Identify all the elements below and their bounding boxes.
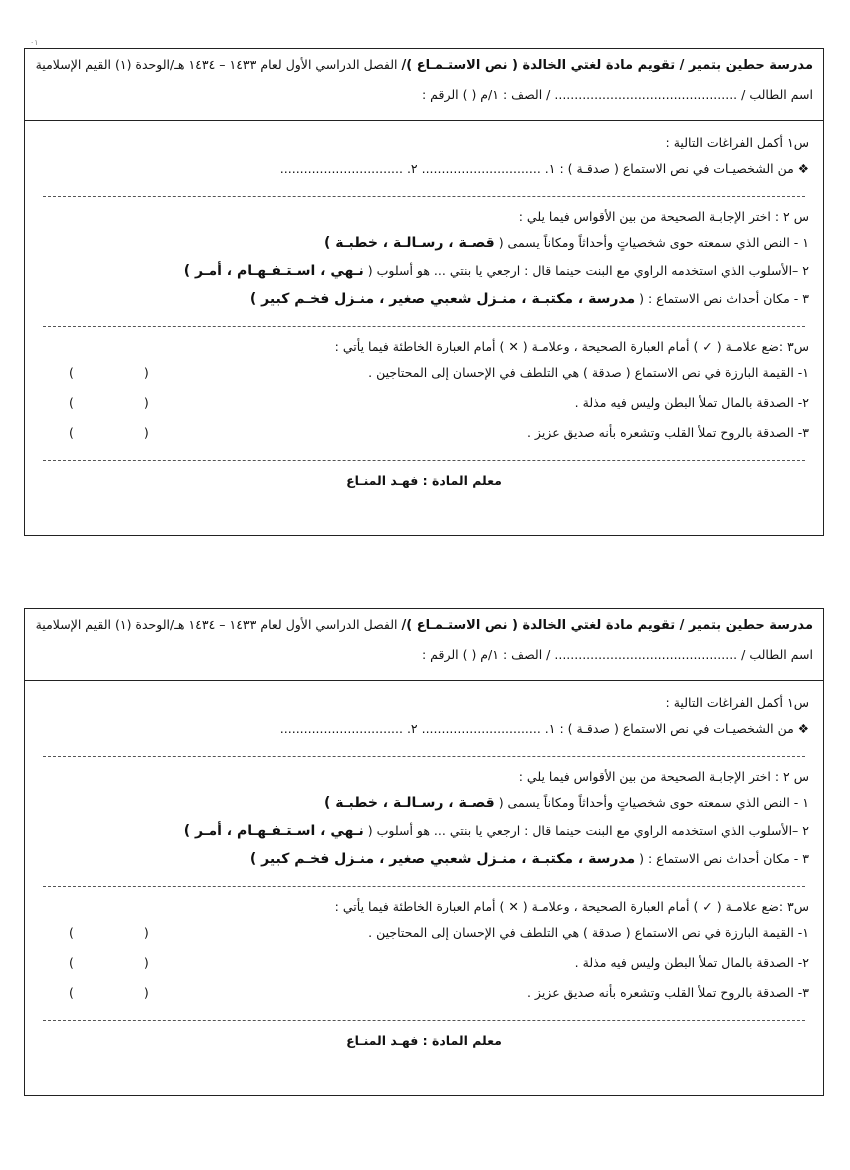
divider xyxy=(43,1020,805,1021)
item-text: ١ - النص الذي سمعته حوى شخصياتٍ وأحداثاً ومكاناً يسمى ( xyxy=(498,795,809,810)
header-title-line xyxy=(35,617,813,633)
item-text: ١ - النص الذي سمعته حوى شخصياتٍ وأحداثاً ومكاناً يسمى ( xyxy=(498,235,809,250)
question-3 xyxy=(39,339,809,444)
question-1 xyxy=(39,135,809,180)
header-title-line xyxy=(35,57,813,73)
true-false-item xyxy=(39,362,809,384)
answer-brackets[interactable] xyxy=(39,362,149,384)
item-options: قصـة ، رسـالـة ، خطبـة ) xyxy=(323,235,495,251)
question-1-prompt: ❖ من الشخصيـات في نص الاستماع ( صدقـة ) : ١. .............................. ٢. ............................... xyxy=(279,721,809,736)
divider xyxy=(43,460,805,461)
divider xyxy=(43,196,805,197)
student-info-line xyxy=(35,647,813,662)
bracket-close: ) xyxy=(143,395,149,410)
divider xyxy=(43,756,805,757)
bracket-close: ) xyxy=(143,955,149,970)
bracket-open: ( xyxy=(69,365,74,380)
question-2-item xyxy=(39,288,809,310)
worksheet-top xyxy=(24,48,824,536)
question-2-title: س ٢ : اختر الإجابـة الصحيحة من بين الأقواس فيما يلي : xyxy=(518,209,809,224)
bracket-open: ( xyxy=(69,425,74,440)
question-3-title: س٣ :ضع علامـة ( ✓ ) أمام العبارة الصحيحة ، وعلامـة ( ✕ ) أمام العبارة الخاطئة فيما يأتي : xyxy=(334,339,809,354)
student-name-label: اسم الطالب / xyxy=(741,87,813,102)
answer-brackets[interactable] xyxy=(39,982,149,1004)
question-3 xyxy=(39,899,809,1004)
divider xyxy=(43,886,805,887)
true-false-item xyxy=(39,422,809,444)
student-name-label: اسم الطالب / xyxy=(741,647,813,662)
worksheet-header xyxy=(25,49,823,121)
item-options: نـهي ، اسـتـفـهـام ، أمـر ) xyxy=(183,263,364,279)
answer-brackets[interactable] xyxy=(39,392,149,414)
bracket-open: ( xyxy=(69,925,74,940)
student-name-field[interactable]: .............................................. xyxy=(554,647,738,662)
worksheet-bottom xyxy=(24,608,824,1096)
teacher-signature: معلم المادة : فهـد المنـاع xyxy=(346,473,502,488)
item-options: قصـة ، رسـالـة ، خطبـة ) xyxy=(323,795,495,811)
question-2-item xyxy=(39,232,809,254)
item-text: ١- القيمة البارزة في نص الاستماع ( صدقة ) هي التلطف في الإحسان إلى المحتاجين . xyxy=(368,365,809,380)
true-false-item xyxy=(39,392,809,414)
item-text: ٣ - مكان أحداث نص الاستماع : ( xyxy=(639,851,809,866)
bracket-close: ) xyxy=(143,425,149,440)
teacher-signature: معلم المادة : فهـد المنـاع xyxy=(346,1033,502,1048)
question-1 xyxy=(39,695,809,740)
corner-mark: ٠١ xyxy=(30,38,39,47)
item-text: ٢- الصدقة بالمال تملأ البطن وليس فيه مذلة . xyxy=(574,395,809,410)
item-text: ٣- الصدقة بالروح تملأ القلب وتشعره بأنه صديق عزيز . xyxy=(526,985,809,1000)
item-text: ٢ –الأسلوب الذي استخدمه الراوي مع البنت حينما قال : ارجعي يا بنتي ... هو أسلوب ( xyxy=(367,263,809,278)
bracket-close: ) xyxy=(143,365,149,380)
true-false-item xyxy=(39,922,809,944)
question-2-title: س ٢ : اختر الإجابـة الصحيحة من بين الأقواس فيما يلي : xyxy=(518,769,809,784)
divider xyxy=(43,326,805,327)
item-options: مدرسة ، مكتبـة ، منـزل شعبي صغير ، منـزل فخـم كبير ) xyxy=(249,291,636,307)
item-text: ١- القيمة البارزة في نص الاستماع ( صدقة ) هي التلطف في الإحسان إلى المحتاجين . xyxy=(368,925,809,940)
bracket-open: ( xyxy=(69,985,74,1000)
student-info-line xyxy=(35,87,813,102)
question-1-title: س١ أكمل الفراغات التالية : xyxy=(665,695,809,710)
answer-brackets[interactable] xyxy=(39,922,149,944)
true-false-item xyxy=(39,982,809,1004)
item-text: ٢ –الأسلوب الذي استخدمه الراوي مع البنت حينما قال : ارجعي يا بنتي ... هو أسلوب ( xyxy=(367,823,809,838)
bracket-open: ( xyxy=(69,955,74,970)
question-2-item xyxy=(39,848,809,870)
question-2-item xyxy=(39,820,809,842)
answer-brackets[interactable] xyxy=(39,422,149,444)
term-info: الفصل الدراسي الأول لعام ١٤٣٣ – ١٤٣٤ هـ/الوحدة (١) القيم الإسلامية xyxy=(35,57,398,72)
question-3-title: س٣ :ضع علامـة ( ✓ ) أمام العبارة الصحيحة ، وعلامـة ( ✕ ) أمام العبارة الخاطئة فيما يأتي : xyxy=(334,899,809,914)
item-text: ٣- الصدقة بالروح تملأ القلب وتشعره بأنه صديق عزيز . xyxy=(526,425,809,440)
school-title: مدرسة حطين بتمير / تقويم مادة لغتي الخالدة ( نص الاستـمـاع )/ xyxy=(401,58,813,73)
bracket-close: ) xyxy=(143,925,149,940)
class-number-label: / الصف : ١/م ( ) الرقم : xyxy=(421,87,551,102)
class-number-label: / الصف : ١/م ( ) الرقم : xyxy=(421,647,551,662)
question-2 xyxy=(39,769,809,870)
item-options: نـهي ، اسـتـفـهـام ، أمـر ) xyxy=(183,823,364,839)
item-text: ٢- الصدقة بالمال تملأ البطن وليس فيه مذلة . xyxy=(574,955,809,970)
bracket-open: ( xyxy=(69,395,74,410)
question-1-title: س١ أكمل الفراغات التالية : xyxy=(665,135,809,150)
item-text: ٣ - مكان أحداث نص الاستماع : ( xyxy=(639,291,809,306)
question-2 xyxy=(39,209,809,310)
student-name-field[interactable]: .............................................. xyxy=(554,87,738,102)
question-1-prompt: ❖ من الشخصيـات في نص الاستماع ( صدقـة ) : ١. .............................. ٢. ............................... xyxy=(279,161,809,176)
question-2-item xyxy=(39,260,809,282)
school-title: مدرسة حطين بتمير / تقويم مادة لغتي الخالدة ( نص الاستـمـاع )/ xyxy=(401,618,813,633)
worksheet-header xyxy=(25,609,823,681)
question-2-item xyxy=(39,792,809,814)
bracket-close: ) xyxy=(143,985,149,1000)
true-false-item xyxy=(39,952,809,974)
term-info: الفصل الدراسي الأول لعام ١٤٣٣ – ١٤٣٤ هـ/الوحدة (١) القيم الإسلامية xyxy=(35,617,398,632)
item-options: مدرسة ، مكتبـة ، منـزل شعبي صغير ، منـزل فخـم كبير ) xyxy=(249,851,636,867)
answer-brackets[interactable] xyxy=(39,952,149,974)
